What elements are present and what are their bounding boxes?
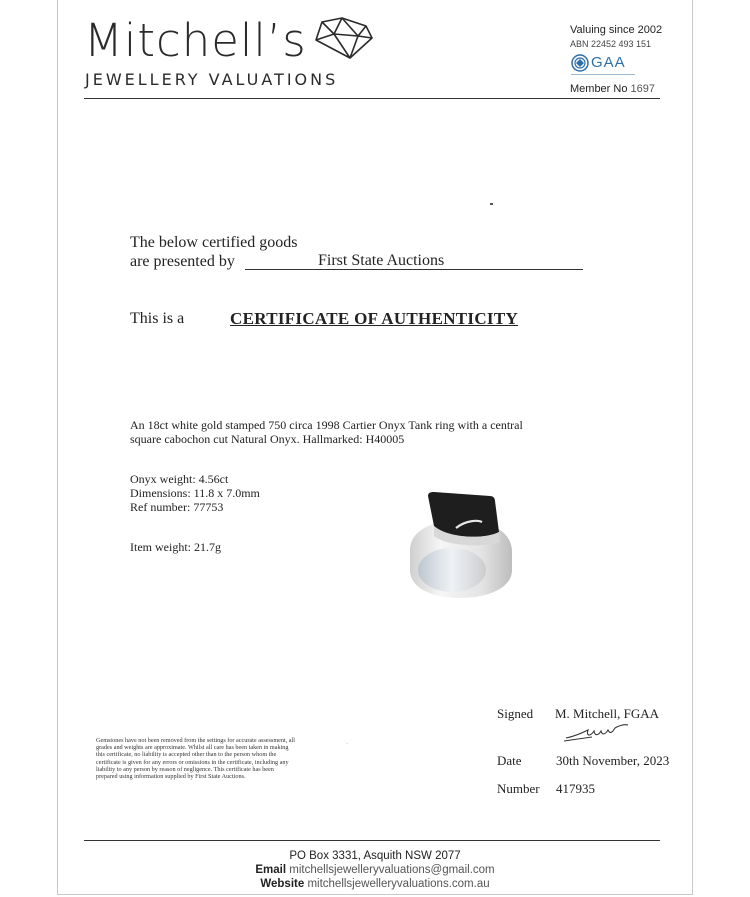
number-label: Number bbox=[497, 781, 540, 796]
gaa-emblem-icon bbox=[571, 54, 589, 72]
item-weight: Item weight: 21.7g bbox=[130, 540, 221, 554]
description-line-2: square cabochon cut Natural Onyx. Hallmarked: H40005 bbox=[130, 432, 405, 446]
footer-divider bbox=[84, 840, 660, 841]
signature-image bbox=[562, 722, 632, 744]
footer-email bbox=[0, 864, 750, 876]
member-line bbox=[570, 83, 655, 95]
email-label: Email bbox=[255, 864, 287, 876]
diamond-logo-icon bbox=[312, 16, 374, 60]
presenter-name: First State Auctions bbox=[318, 252, 445, 269]
email-value[interactable]: mitchellsjewelleryvaluations@gmail.com bbox=[289, 864, 495, 876]
onyx-weight: Onyx weight: 4.56ct bbox=[130, 472, 229, 486]
footer-website bbox=[0, 878, 750, 890]
brand-subtitle: JEWELLERY VALUATIONS bbox=[85, 70, 339, 89]
dimensions: Dimensions: 11.8 x 7.0mm bbox=[130, 486, 260, 500]
disclaimer: Gemstones have not been removed from the settings for accurate assessment, all grades and weights are approximate. Whilst all care has been taken in making this certificate, no liability is accepted other than to the person whom the certificate is given for any errors or omissions in the certificate, including any liability to any person by reason of negligence. This certificate has been prepared using information supplied by First State Auctions. bbox=[96, 737, 295, 781]
intro-line-1: The below certified goods bbox=[130, 234, 298, 251]
faint-mark: · bbox=[346, 740, 349, 748]
abn-number: ABN 22452 493 151 bbox=[570, 39, 652, 49]
gaa-logo bbox=[571, 54, 651, 78]
gaa-text: GAA bbox=[591, 54, 626, 71]
number-value: 417935 bbox=[556, 781, 595, 796]
date-value: 30th November, 2023 bbox=[556, 753, 670, 768]
signed-label: Signed bbox=[497, 706, 534, 721]
header-divider bbox=[84, 98, 660, 99]
presenter-underline bbox=[245, 269, 583, 270]
ring-photo bbox=[404, 490, 516, 600]
description-line-1: An 18ct white gold stamped 750 circa 1998 Cartier Onyx Tank ring with a central bbox=[130, 418, 523, 432]
brand-title: Mitchell’s bbox=[84, 14, 307, 67]
footer-address: PO Box 3331, Asquith NSW 2077 bbox=[289, 850, 461, 862]
valuing-since: Valuing since 2002 bbox=[570, 24, 663, 36]
member-label: Member No bbox=[570, 83, 628, 95]
gaa-tagline-mark bbox=[571, 73, 651, 76]
date-label: Date bbox=[497, 753, 522, 768]
website-label: Website bbox=[260, 878, 305, 890]
intro-line-2: are presented by bbox=[130, 253, 235, 270]
certificate-title: CERTIFICATE OF AUTHENTICITY bbox=[230, 309, 519, 328]
this-is-a-label: This is a bbox=[130, 310, 185, 327]
website-value[interactable]: mitchellsjewelleryvaluations.com.au bbox=[307, 878, 490, 890]
member-number: 1697 bbox=[630, 83, 656, 95]
signed-name: M. Mitchell, FGAA bbox=[555, 706, 659, 721]
speck bbox=[490, 203, 493, 205]
ref-number: Ref number: 77753 bbox=[130, 500, 224, 514]
